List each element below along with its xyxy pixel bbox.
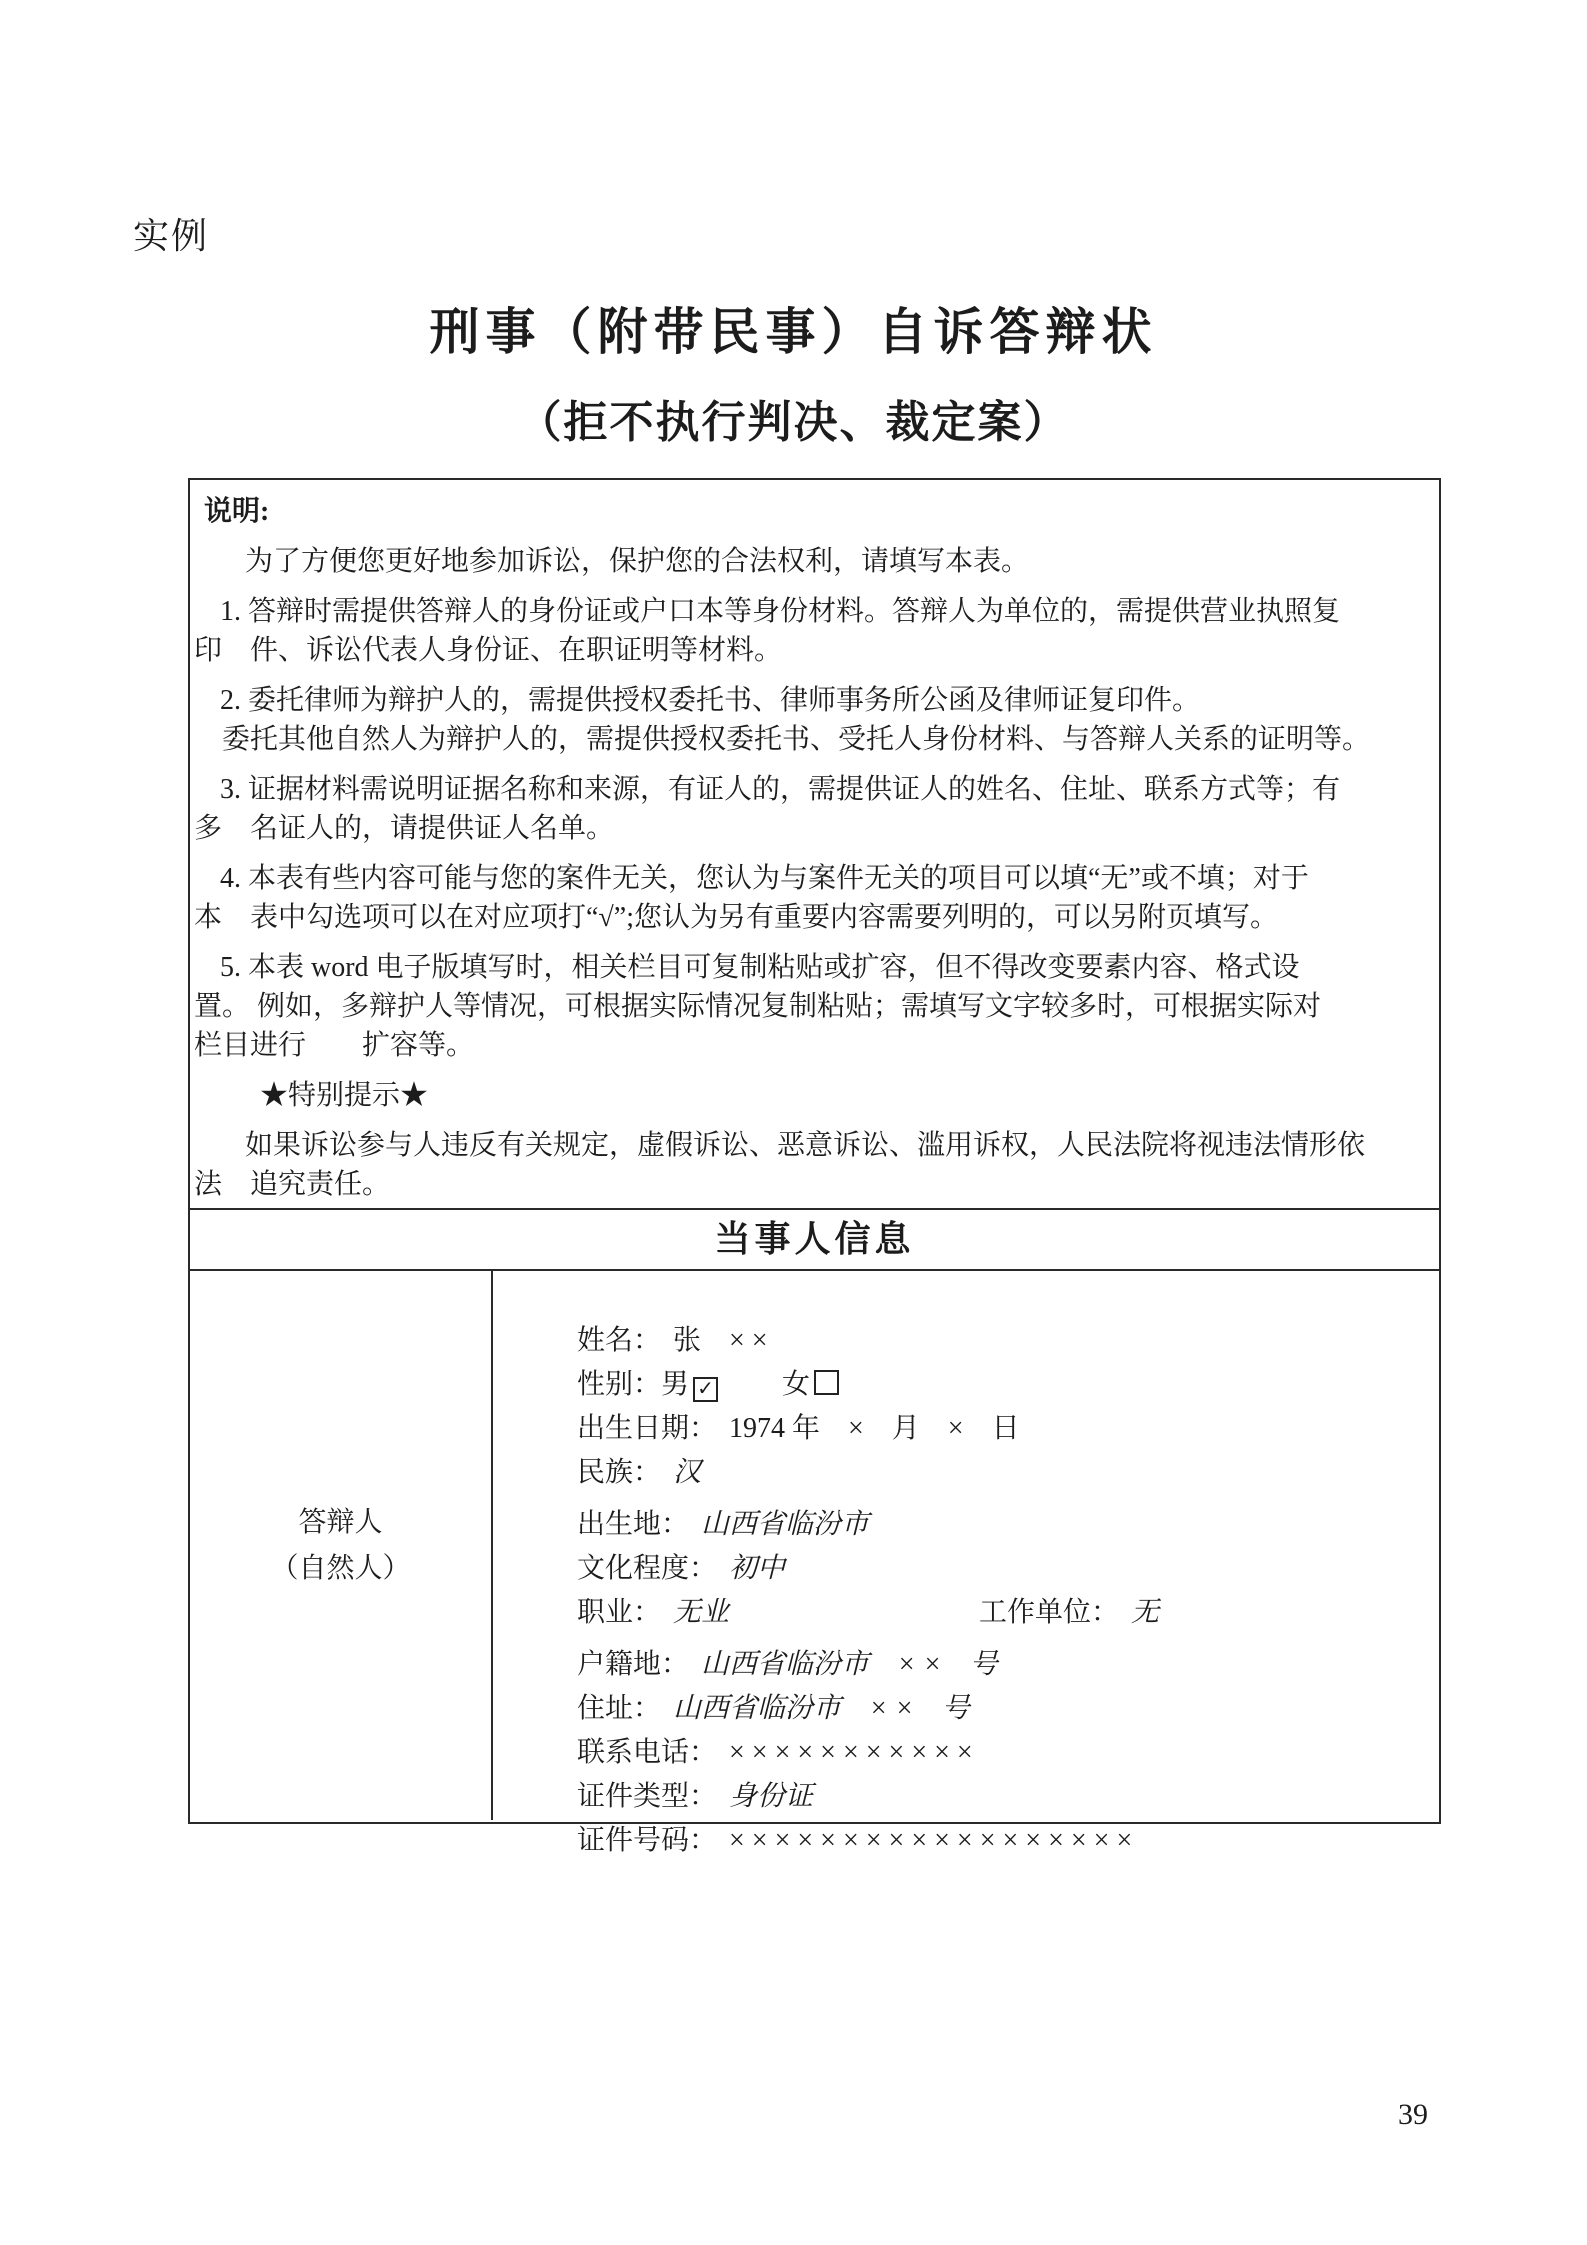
role-label-line1: 答辩人 [298,1506,383,1538]
address-value: 山西省临汾市 × × 号 [673,1693,970,1724]
document-subtitle: （拒不执行判决、裁定案） [517,398,1070,447]
ethnicity-value: 汉 [673,1457,702,1488]
gender-female-label: 女 [782,1369,811,1400]
notes-line-1a: 1. 答辩时需提供答辩人的身份证或户口本等身份材料。答辩人为单位的，需提供营业执照复 [220,596,1341,627]
notes-warning-a: 如果诉讼参与人违反有关规定，虚假诉讼、恶意诉讼、滥用诉权，人民法院将视违法情形依 [245,1130,1366,1161]
gender-label: 性别： [577,1369,662,1400]
party-role-cell [190,1271,493,1820]
occupation-label: 职业： [577,1597,662,1628]
name-label: 姓名： [577,1325,662,1356]
notes-heading: 说明: [204,496,270,527]
household-value: 山西省临汾市 × × 号 [701,1649,998,1680]
employer-label: 工作单位： [979,1597,1120,1628]
role-label-line2: （自然人） [270,1552,411,1584]
birth-date-value: 1974 年 × 月 × 日 [729,1413,1020,1444]
birthplace-label: 出生地： [577,1509,690,1540]
notes-line-4b: 本 表中勾选项可以在对应项打“√”;您认为另有重要内容需要列明的，可以另附页填写。 [194,902,1279,933]
notes-line-4a: 4. 本表有些内容可能与您的案件无关，您认为与案件无关的项目可以填“无”或不填；对于 [220,863,1309,894]
education-label: 文化程度： [577,1553,718,1584]
notes-line-3a: 3. 证据材料需说明证据名称和来源，有证人的，需提供证人的姓名、住址、联系方式等；有 [220,774,1341,805]
male-checkbox[interactable]: ✓ [693,1377,718,1402]
party-table [190,1271,1439,1856]
ethnicity-label: 民族： [577,1457,662,1488]
notes-line-2a: 2. 委托律师为辩护人的，需提供授权委托书、律师事务所公函及律师证复印件。 [220,685,1201,716]
address-label: 住址： [577,1693,662,1724]
id-type-value: 身份证 [729,1781,814,1812]
household-label: 户籍地： [577,1649,690,1680]
page-number: 39 [1398,2098,1428,2131]
employer-value: 无 [1131,1597,1160,1628]
birthplace-value: 山西省临汾市 [701,1509,870,1540]
education-value: 初中 [729,1553,786,1584]
name-value: 张 × × [673,1325,768,1356]
notes-line-5c: 栏目进行 扩容等。 [194,1030,475,1061]
notes-line-intro: 为了方便您更好地参加诉讼，保护您的合法权利，请填写本表。 [245,546,1030,577]
notes-line-3b: 多 名证人的，请提供证人名单。 [194,813,615,844]
notes-line-5b: 置。 例如，多辩护人等情况，可根据实际情况复制粘贴；需填写文字较多时，可根据实际对 [194,991,1322,1022]
party-info-header: 当事人信息 [190,1208,1439,1271]
field-name [507,1275,1431,1356]
occupation-value: 无业 [673,1597,730,1628]
notes-special-tip: ★特别提示★ [260,1080,429,1111]
example-label: 实例 [133,216,210,256]
notes-line-5a: 5. 本表 word 电子版填写时，相关栏目可复制粘贴或扩容，但不得改变要素内容、格式设 [220,952,1300,983]
notes-section [190,480,1439,1208]
notes-warning-b: 法 追究责任。 [194,1169,391,1200]
party-detail-cell [493,1271,1439,1856]
birth-date-label: 出生日期： [577,1413,718,1444]
id-number-label: 证件号码： [577,1825,718,1856]
gender-male-label: 男 [661,1369,690,1400]
phone-label: 联系电话： [577,1737,718,1768]
notes-line-2b: 委托其他自然人为辩护人的，需提供授权委托书、受托人身份材料、与答辩人关系的证明等。 [222,724,1371,755]
id-number-value: × × × × × × × × × × × × × × × × × × [729,1825,1133,1856]
id-type-label: 证件类型： [577,1781,718,1812]
phone-value: × × × × × × × × × × × [729,1737,973,1768]
notes-line-1b: 印 件、诉讼代表人身份证、在职证明等材料。 [194,635,783,666]
document-title: 刑事（附带民事）自诉答辩状 [429,304,1158,360]
female-checkbox[interactable] [814,1370,839,1395]
form-box [188,478,1441,1856]
